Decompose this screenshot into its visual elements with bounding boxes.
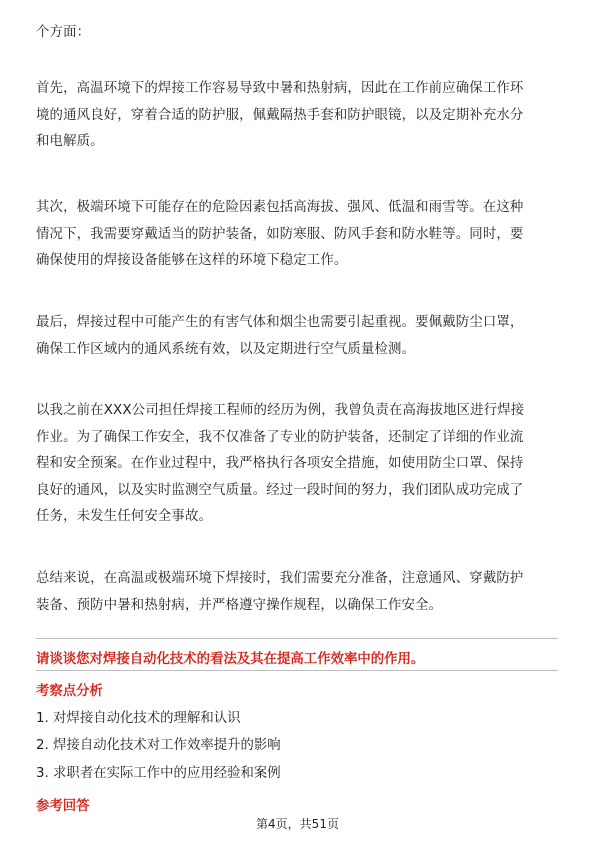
paragraph-fumes: [36, 310, 564, 363]
paragraph-line: 最后，焊接过程中可能产生的有害气体和烟尘也需要引起重视。要佩戴防尘口罩，: [36, 315, 524, 330]
paragraph-summary: [36, 566, 564, 619]
paragraph-line: 程和安全预案。在作业过程中，我严格执行各项安全措施，如使用防尘口罩、保持: [36, 456, 524, 471]
paragraph-line: 首先，高温环境下的焊接工作容易导致中暑和热射病，因此在工作前应确保工作环: [36, 81, 524, 96]
paragraph-line: 确保使用的焊接设备能够在这样的环境下稳定工作。: [36, 253, 348, 268]
answer-heading: 参考回答: [36, 799, 90, 814]
paragraph-line: 情况下，我需要穿戴适当的防护装备，如防寒服、防风手套和防水鞋等。同时，要: [36, 226, 524, 242]
paragraph-line: 装备、预防中暑和热射病，并严格遵守操作规程，以确保工作安全。: [36, 597, 443, 613]
paragraph-heat: [36, 76, 564, 156]
page-number: 第4页，共51页: [256, 817, 339, 831]
analysis-item: 3. 求职者在实际工作中的应用经验和案例: [36, 766, 281, 781]
paragraph-line: 和电解质。: [36, 134, 104, 149]
paragraph-line: 良好的通风，以及实时监测空气质量。经过一段时间的努力，我们团队成功完成了: [36, 482, 524, 498]
paragraph-example: [36, 398, 564, 531]
paragraph-line: 境的通风良好，穿着合适的防护服，佩戴隔热手套和防护眼镜，以及定期补充水分: [36, 107, 524, 123]
analysis-item: 2. 焊接自动化技术对工作效率提升的影响: [36, 738, 281, 753]
paragraph-line: 其次，极端环境下可能存在的危险因素包括高海拔、强风、低温和雨雪等。在这种: [36, 200, 524, 215]
divider-top: [36, 638, 558, 639]
paragraph-line: 总结来说，在高温或极端环境下焊接时，我们需要充分准备，注意通风、穿戴防护: [36, 571, 524, 586]
paragraph-line: 确保工作区域内的通风系统有效，以及定期进行空气质量检测。: [36, 341, 416, 357]
paragraph-extreme: [36, 195, 564, 275]
paragraph-line: 以我之前在XXX公司担任焊接工程师的经历为例，我曾负责在高海拔地区进行焊接: [36, 403, 525, 418]
divider-bottom: [36, 670, 558, 671]
analysis-heading: 考察点分析: [36, 684, 103, 699]
paragraph-line: 作业。为了确保工作安全，我不仅准备了专业的防护装备，还制定了详细的作业流: [36, 429, 524, 445]
interview-question: 请谈谈您对焊接自动化技术的看法及其在提高工作效率中的作用。: [36, 652, 425, 667]
intro-fragment: 个方面：: [36, 25, 91, 40]
paragraph-line: 任务，未发生任何安全事故。: [36, 509, 213, 524]
analysis-item: 1. 对焊接自动化技术的理解和认识: [36, 711, 241, 726]
